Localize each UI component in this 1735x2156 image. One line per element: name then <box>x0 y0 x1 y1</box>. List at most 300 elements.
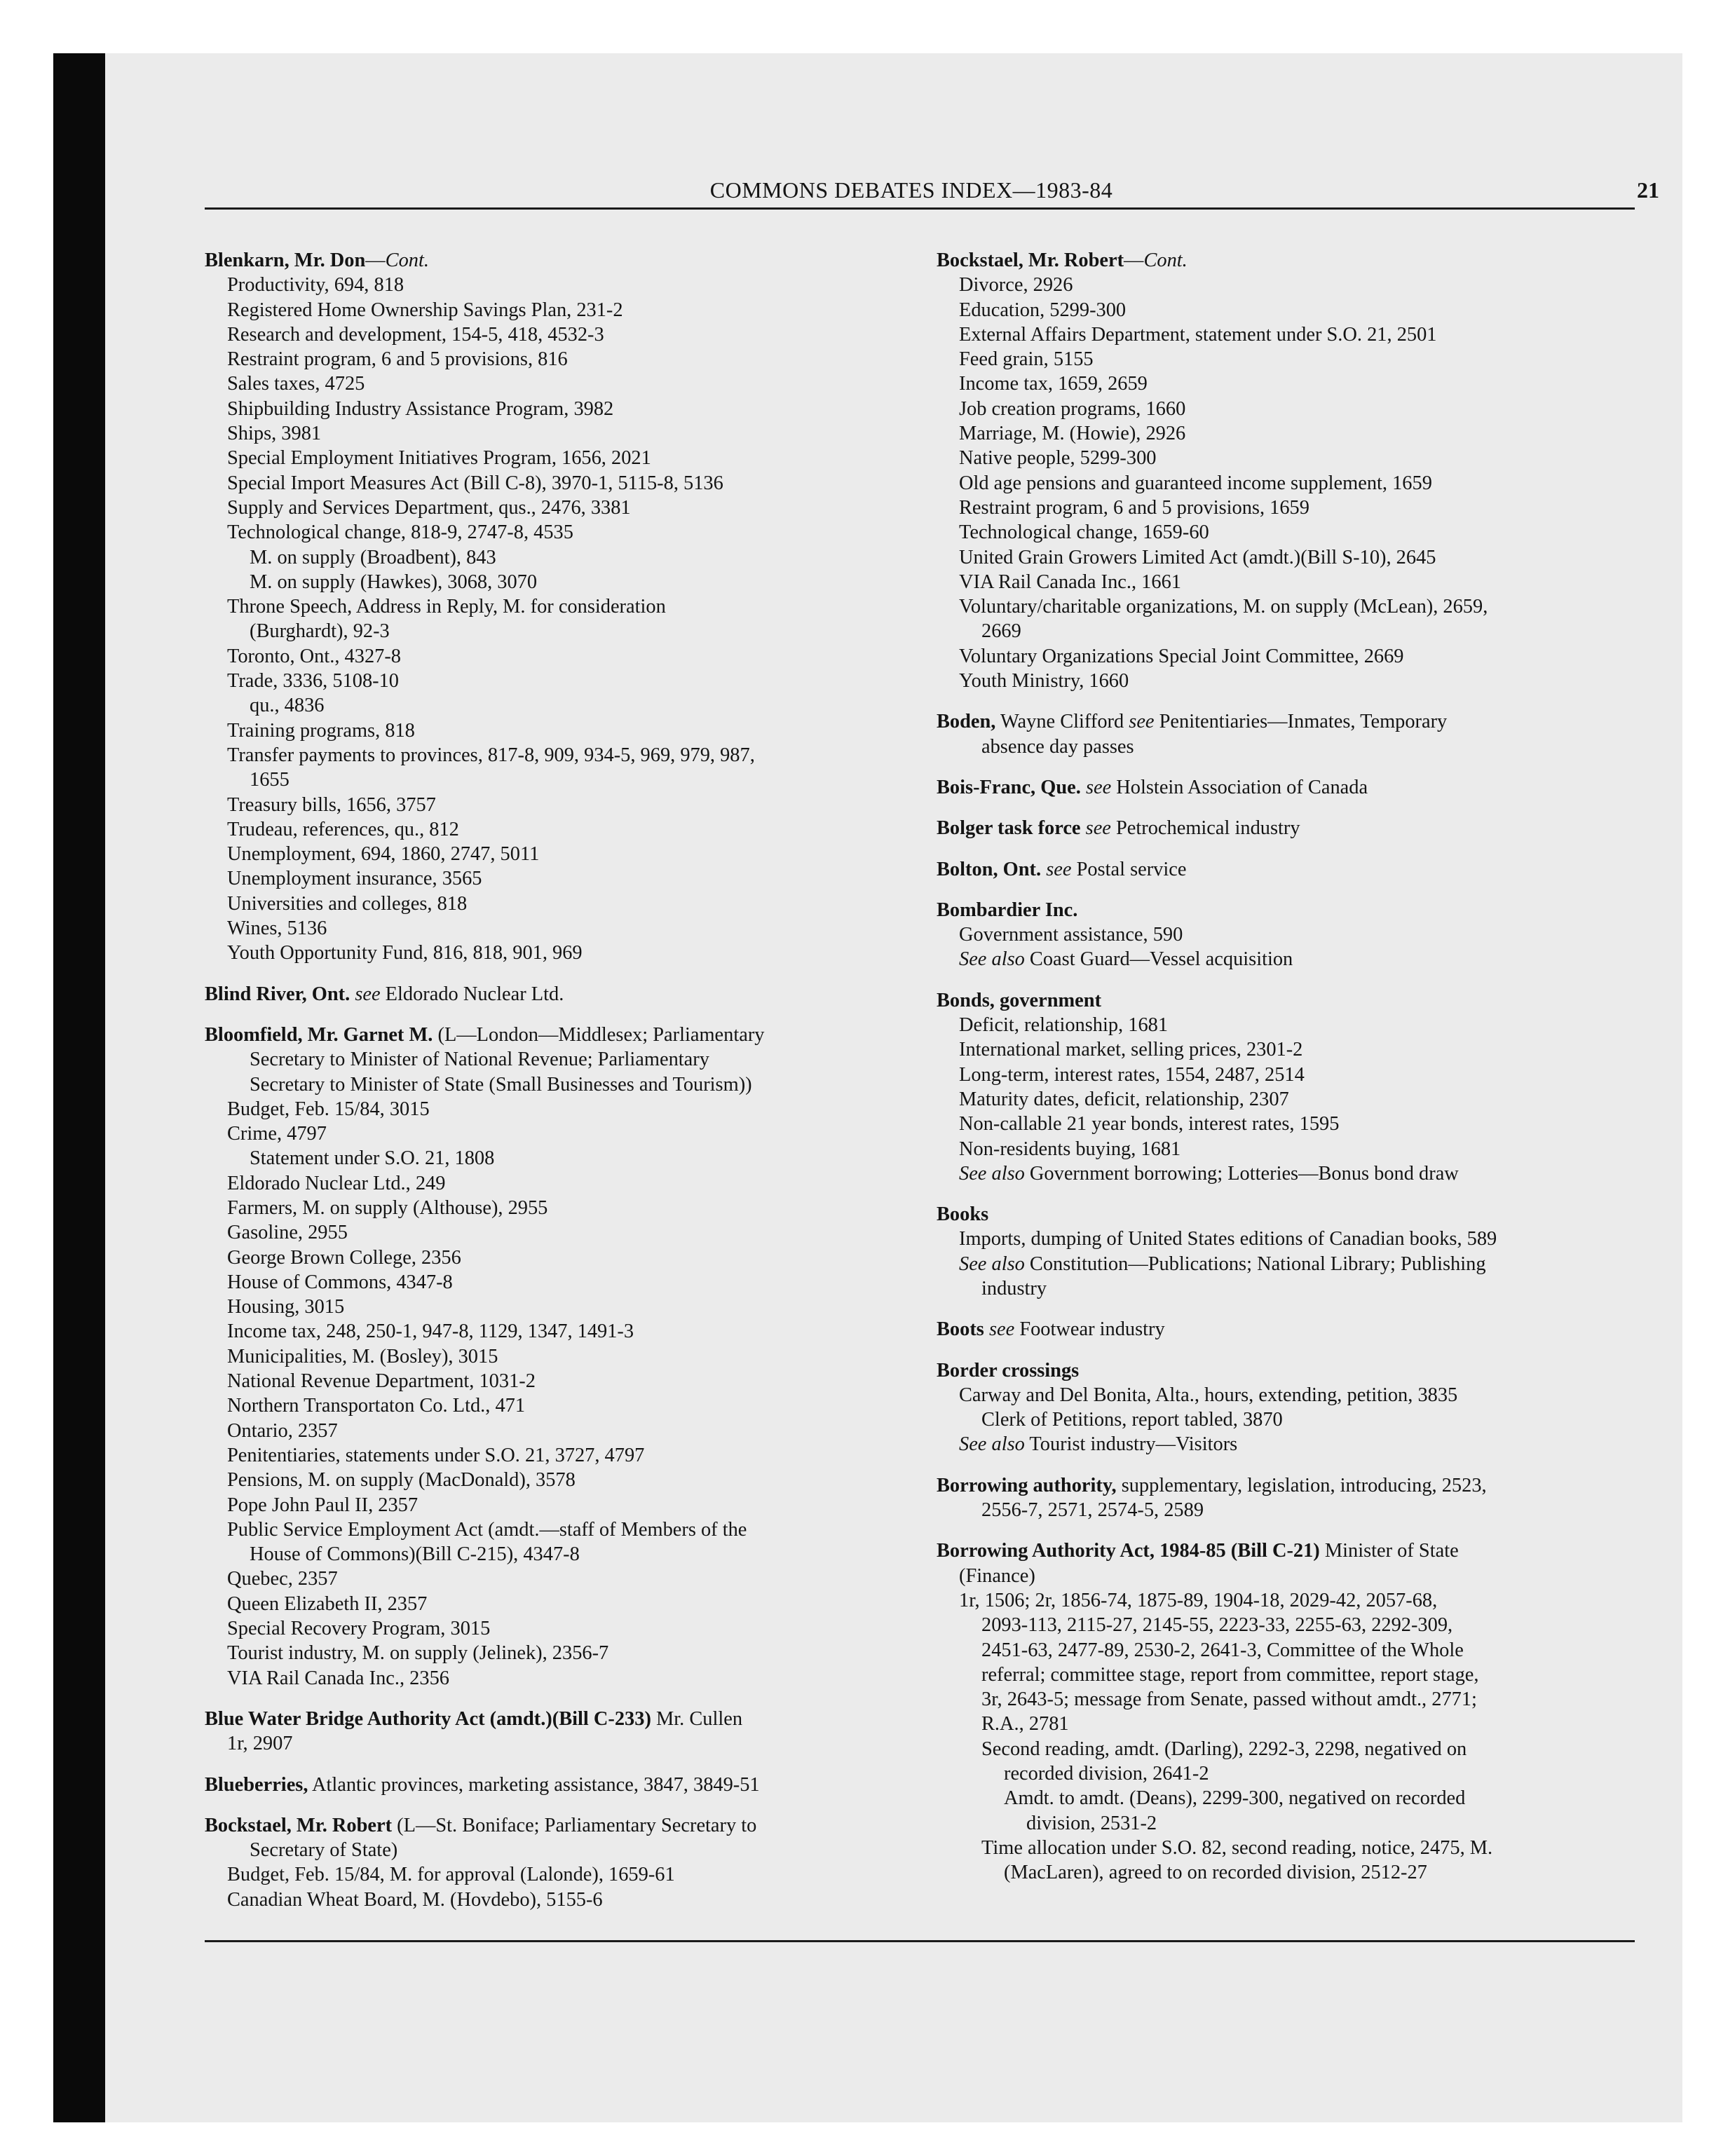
index-text: Northern Transportaton Co. Ltd., 471 <box>227 1395 526 1417</box>
index-entry <box>937 857 1642 882</box>
index-italic-text: see <box>355 983 381 1005</box>
index-text: Restraint program, 6 and 5 provisions, 816 <box>227 348 568 371</box>
index-text: Treasury bills, 1656, 3757 <box>227 793 436 816</box>
index-subentry-line <box>937 1761 1642 1786</box>
index-heading-line <box>937 898 1642 922</box>
index-text: (Burghardt), 92-3 <box>250 620 390 643</box>
index-subentry-line <box>937 594 1642 619</box>
index-subentry-line <box>205 743 920 767</box>
index-text: Old age pensions and guaranteed income supplement, 1659 <box>959 472 1432 494</box>
index-heading-term: Bolton, Ont. <box>937 858 1042 880</box>
index-subentry-line <box>205 545 920 570</box>
index-subentry-line <box>205 619 920 643</box>
index-text: Non-callable 21 year bonds, interest rates, 1595 <box>959 1113 1340 1135</box>
index-text: Income tax, 1659, 2659 <box>959 373 1148 395</box>
index-text: Voluntary/charitable organizations, M. on supply (McLean), 2659, <box>959 596 1488 618</box>
index-subentry-line <box>205 446 920 470</box>
index-subentry-line <box>205 1888 920 1912</box>
index-heading-term: Bockstael, Mr. Robert <box>205 1814 393 1836</box>
index-italic-text: see <box>1085 817 1111 840</box>
index-subentry-line <box>937 922 1642 947</box>
index-heading-term: Boots <box>937 1318 984 1341</box>
index-text: Research and development, 154-5, 418, 4532-3 <box>227 323 604 346</box>
index-subentry-line <box>205 892 920 916</box>
index-text: Canadian Wheat Board, M. (Hovdebo), 5155-6 <box>227 1888 603 1911</box>
index-text: Feed grain, 5155 <box>959 348 1094 371</box>
index-entry <box>205 1813 920 1912</box>
index-text: Postal service <box>1071 858 1187 880</box>
index-entry <box>205 982 920 1007</box>
index-italic-text: See also <box>959 1253 1025 1275</box>
index-text: Ships, 3981 <box>227 423 322 445</box>
index-text: Statement under S.O. 21, 1808 <box>250 1147 495 1170</box>
index-heading-term: Border crossings <box>937 1359 1080 1381</box>
index-subentry-line <box>205 322 920 347</box>
index-text: Coast Guard—Vessel acquisition <box>1024 948 1293 971</box>
index-text: United Grain Growers Limited Act (amdt.)(Bill S-10), 2645 <box>959 546 1436 568</box>
index-text: Toronto, Ont., 4327-8 <box>227 645 401 667</box>
index-subentry-line <box>205 1641 920 1665</box>
index-italic-text: see <box>1129 711 1155 733</box>
index-text: Footwear industry <box>1014 1318 1165 1341</box>
index-subentry-line <box>937 1737 1642 1761</box>
index-heading-term: Bombardier Inc. <box>937 899 1078 921</box>
index-subentry-line <box>937 1786 1642 1810</box>
index-subentry-line <box>205 1146 920 1171</box>
index-italic-text: see <box>1046 858 1072 880</box>
index-text: National Revenue Department, 1031-2 <box>227 1370 536 1393</box>
index-entry <box>937 1358 1642 1457</box>
index-text: House of Commons, 4347-8 <box>227 1271 453 1293</box>
index-italic-text: See also <box>959 1433 1025 1456</box>
index-subentry-line <box>937 1432 1642 1456</box>
index-subentry-line <box>205 1616 920 1641</box>
index-heading-line <box>937 1358 1642 1383</box>
index-text: qu., 4836 <box>250 695 325 717</box>
index-subentry-line <box>937 1252 1642 1276</box>
index-subentry-line <box>205 842 920 866</box>
index-text: Divorce, 2926 <box>959 274 1073 296</box>
index-text: Carway and Del Bonita, Alta., hours, extending, petition, 3835 <box>959 1384 1458 1406</box>
index-text: Training programs, 818 <box>227 719 415 742</box>
index-column-right <box>937 248 1642 1902</box>
index-subentry-line <box>205 1419 920 1443</box>
index-heading-line <box>937 248 1642 273</box>
index-subentry-line <box>937 1613 1642 1637</box>
index-subentry-line <box>937 1687 1642 1712</box>
index-subentry-line <box>937 1383 1642 1407</box>
index-text: Technological change, 1659-60 <box>959 521 1209 544</box>
index-text: George Brown College, 2356 <box>227 1246 461 1269</box>
index-italic-text: Cont. <box>1143 250 1188 271</box>
index-subentry-line <box>205 941 920 965</box>
footer-rule <box>205 1940 1635 1942</box>
index-heading-term: Bolger task force <box>937 817 1081 840</box>
index-subentry-line <box>205 471 920 496</box>
index-text: referral; committee stage, report from committee, report stage, <box>981 1663 1479 1686</box>
index-text: Unemployment, 694, 1860, 2747, 5011 <box>227 843 540 866</box>
index-text: (Finance) <box>959 1564 1035 1587</box>
index-text: Petrochemical industry <box>1110 817 1300 840</box>
index-subentry-line <box>937 644 1642 669</box>
index-text: Constitution—Publications; National Library; Publishing <box>1024 1253 1486 1275</box>
index-subentry-line <box>205 916 920 941</box>
index-subentry-line <box>205 1838 920 1862</box>
index-subentry-line <box>205 1196 920 1220</box>
index-subentry-line <box>937 1161 1642 1186</box>
index-subentry-line <box>205 1369 920 1393</box>
header-rule <box>205 207 1635 210</box>
index-subentry-line <box>937 1037 1642 1062</box>
index-text: Maturity dates, deficit, relationship, 2307 <box>959 1088 1289 1110</box>
index-text: Wines, 5136 <box>227 917 327 940</box>
index-text: Mr. Cullen <box>651 1707 743 1730</box>
index-text: Eldorado Nuclear Ltd. <box>380 983 564 1005</box>
index-text: Queen Elizabeth II, 2357 <box>227 1592 428 1615</box>
index-text: Job creation programs, 1660 <box>959 397 1186 420</box>
index-subentry-line <box>937 1564 1642 1588</box>
index-subentry-line <box>937 1663 1642 1687</box>
scan-margin <box>53 53 105 2122</box>
index-subentry-line <box>937 471 1642 496</box>
index-subentry-line <box>937 947 1642 971</box>
index-subentry-line <box>937 371 1642 396</box>
index-subentry-line <box>205 669 920 693</box>
index-subentry-line <box>205 1493 920 1517</box>
index-subentry-line <box>205 1072 920 1097</box>
index-heading-line <box>937 1538 1642 1563</box>
index-text: 1r, 1506; 2r, 1856-74, 1875-89, 1904-18, 2029-42, 2057-68, <box>959 1589 1438 1611</box>
index-subentry-line <box>205 866 920 891</box>
index-text: Non-residents buying, 1681 <box>959 1138 1181 1160</box>
index-text: Secretary to Minister of State (Small Businesses and Tourism)) <box>250 1073 752 1096</box>
index-entry <box>937 248 1642 693</box>
index-subentry-line <box>937 520 1642 545</box>
index-text: Quebec, 2357 <box>227 1568 338 1590</box>
index-heading-term: Blenkarn, Mr. Don <box>205 250 366 271</box>
index-subentry-line <box>205 298 920 322</box>
index-heading-term: Bockstael, Mr. Robert <box>937 250 1124 271</box>
index-subentry-line <box>205 1393 920 1418</box>
index-text: Gasoline, 2955 <box>227 1222 348 1244</box>
index-text: Government borrowing; Lotteries—Bonus bond draw <box>1024 1162 1459 1185</box>
index-text: absence day passes <box>981 735 1134 758</box>
index-subentry-line <box>205 1295 920 1319</box>
index-subentry-line <box>205 570 920 594</box>
index-text: Second reading, amdt. (Darling), 2292-3, 2298, negatived on <box>981 1738 1467 1760</box>
index-text: Voluntary Organizations Special Joint Committee, 2669 <box>959 645 1404 667</box>
index-subentry-line <box>205 693 920 718</box>
index-text: Special Recovery Program, 3015 <box>227 1618 491 1640</box>
index-subentry-line <box>937 1860 1642 1885</box>
index-subentry-line <box>205 1862 920 1887</box>
index-heading-line <box>205 1813 920 1838</box>
index-text: Unemployment insurance, 3565 <box>227 868 482 890</box>
index-heading-line <box>937 1473 1642 1498</box>
index-entry <box>937 709 1642 759</box>
index-entry <box>205 1707 920 1756</box>
index-heading-line <box>205 1773 920 1797</box>
index-text: recorded division, 2641-2 <box>1004 1763 1209 1785</box>
index-text: M. on supply (Broadbent), 843 <box>250 546 496 568</box>
index-text: VIA Rail Canada Inc., 2356 <box>227 1667 449 1689</box>
index-text: Budget, Feb. 15/84, 3015 <box>227 1098 430 1120</box>
index-subentry-line <box>937 1638 1642 1663</box>
index-subentry-line <box>937 446 1642 470</box>
index-subentry-line <box>937 1227 1642 1251</box>
index-entry <box>937 988 1642 1186</box>
index-subentry-line <box>205 1666 920 1691</box>
index-heading-line <box>205 1023 920 1047</box>
index-text: Universities and colleges, 818 <box>227 892 468 915</box>
index-text: Holstein Association of Canada <box>1111 776 1368 798</box>
index-subentry-line <box>937 1811 1642 1836</box>
index-subentry-line <box>937 322 1642 347</box>
index-text: Ontario, 2357 <box>227 1419 338 1442</box>
index-text <box>1081 817 1086 839</box>
index-heading-term: Bonds, government <box>937 989 1102 1011</box>
index-heading-term: Blind River, Ont. <box>205 983 351 1005</box>
index-text: Youth Opportunity Fund, 816, 818, 901, 969 <box>227 942 583 964</box>
index-text: Sales taxes, 4725 <box>227 373 365 395</box>
index-subentry-line <box>937 397 1642 421</box>
index-subentry-line <box>937 1112 1642 1136</box>
index-text <box>1081 777 1086 798</box>
index-subentry-line <box>937 1498 1642 1522</box>
index-text: Wayne Clifford <box>995 711 1129 733</box>
index-text: Tourist industry—Visitors <box>1024 1433 1238 1456</box>
index-subentry-line <box>937 1407 1642 1432</box>
index-entry <box>937 1202 1642 1301</box>
index-subentry-line <box>205 1319 920 1344</box>
index-subentry-line <box>205 767 920 792</box>
index-subentry-line <box>205 1542 920 1567</box>
index-text: Budget, Feb. 15/84, M. for approval (Lalonde), 1659-61 <box>227 1864 675 1886</box>
index-text: industry <box>981 1277 1047 1299</box>
index-subentry-line <box>205 1121 920 1146</box>
index-text: Atlantic provinces, marketing assistance, 3847, 3849-51 <box>308 1773 760 1796</box>
index-subentry-line <box>205 718 920 743</box>
index-subentry-line <box>205 273 920 297</box>
index-subentry-line <box>937 1276 1642 1301</box>
index-italic-text: Cont. <box>385 250 429 271</box>
index-subentry-line <box>205 793 920 817</box>
index-subentry-line <box>205 1220 920 1245</box>
index-text: Restraint program, 6 and 5 provisions, 1659 <box>959 496 1309 519</box>
index-subentry-line <box>205 1731 920 1756</box>
index-text: Farmers, M. on supply (Althouse), 2955 <box>227 1196 548 1219</box>
index-text: Youth Ministry, 1660 <box>959 670 1129 692</box>
index-text: Tourist industry, M. on supply (Jelinek), 2356-7 <box>227 1642 609 1665</box>
index-entry <box>205 1023 920 1691</box>
index-text: Government assistance, 590 <box>959 924 1183 946</box>
index-entry <box>205 248 920 966</box>
index-subentry-line <box>937 570 1642 594</box>
index-subentry-line <box>205 1517 920 1542</box>
index-subentry-line <box>205 520 920 545</box>
index-entry <box>937 1473 1642 1523</box>
index-text: Time allocation under S.O. 82, second reading, notice, 2475, M. <box>981 1836 1493 1859</box>
index-text <box>984 1318 989 1340</box>
index-subentry-line <box>205 421 920 446</box>
index-heading-term: Boden, <box>937 711 996 733</box>
index-text: Trade, 3336, 5108-10 <box>227 670 399 692</box>
index-text: 2556-7, 2571, 2574-5, 2589 <box>981 1499 1204 1522</box>
index-entry <box>937 898 1642 972</box>
index-subentry-line <box>937 1712 1642 1736</box>
index-subentry-line <box>205 817 920 842</box>
index-text: Special Employment Initiatives Program, 1656, 2021 <box>227 447 651 470</box>
index-text: Pensions, M. on supply (MacDonald), 3578 <box>227 1469 576 1492</box>
index-text: Transfer payments to provinces, 817-8, 909, 934-5, 969, 979, 987, <box>227 744 755 766</box>
index-entry <box>937 775 1642 800</box>
index-text: Special Import Measures Act (Bill C-8), 3970-1, 5115-8, 5136 <box>227 472 723 494</box>
index-text: Minister of State <box>1319 1540 1459 1562</box>
index-subentry-line <box>205 1592 920 1616</box>
index-heading-line <box>205 982 920 1007</box>
index-heading-term: Blue Water Bridge Authority Act (amdt.)(Bill C-233) <box>205 1707 651 1730</box>
index-text: 1655 <box>250 769 290 791</box>
index-text: Penitentiaries—Inmates, Temporary <box>1154 711 1448 733</box>
index-heading-term: Borrowing Authority Act, 1984-85 (Bill C-21) <box>937 1540 1320 1562</box>
index-subentry-line <box>937 1013 1642 1037</box>
index-text: — <box>1124 250 1144 271</box>
index-text: M. on supply (Hawkes), 3068, 3070 <box>250 571 538 593</box>
index-text: R.A., 2781 <box>981 1713 1069 1735</box>
index-text: Registered Home Ownership Savings Plan, 231-2 <box>227 299 623 321</box>
index-subentry-line <box>205 371 920 396</box>
index-heading-line <box>937 1202 1642 1227</box>
index-subentry-line <box>937 421 1642 446</box>
index-text: Eldorado Nuclear Ltd., 249 <box>227 1172 446 1194</box>
index-heading-term: Books <box>937 1203 989 1226</box>
index-text: 2669 <box>981 620 1021 643</box>
index-text: Housing, 3015 <box>227 1296 345 1318</box>
index-text: Marriage, M. (Howie), 2926 <box>959 423 1186 445</box>
index-heading-term: Bloomfield, Mr. Garnet M. <box>205 1023 433 1046</box>
index-entry <box>205 1773 920 1797</box>
index-subentry-line <box>205 1270 920 1295</box>
index-subentry-line <box>937 1087 1642 1112</box>
index-text: 2451-63, 2477-89, 2530-2, 2641-3, Committee of the Whole <box>981 1639 1464 1661</box>
index-subentry-line <box>937 1137 1642 1161</box>
index-italic-text: See also <box>959 1162 1025 1185</box>
index-text: Imports, dumping of United States editions of Canadian books, 589 <box>959 1228 1497 1250</box>
index-text: 3r, 2643-5; message from Senate, passed without amdt., 2771; <box>981 1688 1477 1711</box>
index-italic-text: see <box>1085 776 1112 798</box>
index-subentry-line <box>205 347 920 371</box>
index-text: Shipbuilding Industry Assistance Program, 3982 <box>227 397 614 420</box>
index-text: Income tax, 248, 250-1, 947-8, 1129, 1347, 1491-3 <box>227 1321 634 1343</box>
index-text: Supply and Services Department, qus., 2476, 3381 <box>227 496 631 519</box>
index-text: External Affairs Department, statement under S.O. 21, 2501 <box>959 323 1437 346</box>
index-text: Long-term, interest rates, 1554, 2487, 2514 <box>959 1063 1305 1086</box>
index-entry <box>937 816 1642 840</box>
index-heading-line <box>205 248 920 273</box>
index-subentry-line <box>205 397 920 421</box>
index-heading-term: Borrowing authority, <box>937 1474 1117 1496</box>
index-text: Public Service Employment Act (amdt.—staff of Members of the <box>227 1518 747 1541</box>
running-header-title: COMMONS DEBATES INDEX—1983-84 <box>709 177 1113 203</box>
index-text: Productivity, 694, 818 <box>227 274 404 296</box>
index-subentry-line <box>937 273 1642 297</box>
index-heading-term: Bois-Franc, Que. <box>937 776 1081 798</box>
index-heading-line <box>937 816 1642 840</box>
index-text: Penitentiaries, statements under S.O. 21, 3727, 4797 <box>227 1444 645 1466</box>
index-subentry-line <box>205 644 920 669</box>
index-text: Trudeau, references, qu., 812 <box>227 818 459 840</box>
index-subentry-line <box>937 669 1642 693</box>
index-text: House of Commons)(Bill C-215), 4347-8 <box>250 1543 580 1566</box>
page-number: 21 <box>1637 177 1659 203</box>
index-subentry-line <box>937 735 1642 759</box>
index-heading-line <box>205 1707 920 1731</box>
index-text: Crime, 4797 <box>227 1123 327 1145</box>
index-text: (L—London—Middlesex; Parliamentary <box>433 1023 765 1046</box>
index-text: 2093-113, 2115-27, 2145-55, 2223-33, 2255-63, 2292-309, <box>981 1614 1453 1637</box>
index-heading-line <box>937 988 1642 1013</box>
index-text: VIA Rail Canada Inc., 1661 <box>959 571 1181 593</box>
index-subentry-line <box>937 619 1642 643</box>
index-text: Technological change, 818-9, 2747-8, 4535 <box>227 521 573 544</box>
index-text: (L—St. Boniface; Parliamentary Secretary to <box>392 1814 757 1836</box>
index-italic-text: See also <box>959 948 1025 971</box>
index-heading-term: Blueberries, <box>205 1773 308 1796</box>
index-text: Native people, 5299-300 <box>959 447 1157 470</box>
index-subentry-line <box>937 298 1642 322</box>
index-subentry-line <box>937 1588 1642 1613</box>
index-text: Amdt. to amdt. (Deans), 2299-300, negatived on recorded <box>1004 1787 1466 1810</box>
index-entry <box>937 1317 1642 1342</box>
index-text: International market, selling prices, 2301-2 <box>959 1039 1303 1061</box>
index-text: 1r, 2907 <box>227 1733 293 1755</box>
index-subentry-line <box>205 1344 920 1369</box>
index-text: (MacLaren), agreed to on recorded division, 2512-27 <box>1004 1862 1427 1884</box>
index-subentry-line <box>205 1468 920 1492</box>
index-subentry-line <box>205 1047 920 1072</box>
index-heading-line <box>937 857 1642 882</box>
index-text: Education, 5299-300 <box>959 299 1127 321</box>
index-text: Pope John Paul II, 2357 <box>227 1494 419 1516</box>
index-text: Deficit, relationship, 1681 <box>959 1014 1169 1037</box>
index-subentry-line <box>937 545 1642 570</box>
index-text: Municipalities, M. (Bosley), 3015 <box>227 1345 498 1367</box>
index-subentry-line <box>205 1246 920 1270</box>
index-text: Throne Speech, Address in Reply, M. for consideration <box>227 596 666 618</box>
index-subentry-line <box>205 1567 920 1591</box>
index-text: Secretary of State) <box>250 1839 398 1862</box>
index-text: division, 2531-2 <box>1026 1812 1157 1834</box>
index-column-left <box>205 248 920 1928</box>
index-subentry-line <box>205 1171 920 1196</box>
index-text: Secretary to Minister of National Revenue; Parliamentary <box>250 1049 709 1071</box>
index-heading-line <box>937 709 1642 734</box>
index-text: supplementary, legislation, introducing, 2523, <box>1116 1474 1487 1496</box>
index-text: Clerk of Petitions, report tabled, 3870 <box>981 1409 1283 1431</box>
index-subentry-line <box>937 347 1642 371</box>
index-subentry-line <box>205 594 920 619</box>
index-subentry-line <box>937 496 1642 520</box>
index-subentry-line <box>937 1836 1642 1860</box>
index-subentry-line <box>937 1063 1642 1087</box>
index-italic-text: see <box>988 1318 1015 1341</box>
index-text: — <box>365 250 386 271</box>
index-subentry-line <box>205 1097 920 1121</box>
index-subentry-line <box>205 496 920 520</box>
index-heading-line <box>937 775 1642 800</box>
index-heading-line <box>937 1317 1642 1342</box>
index-subentry-line <box>205 1443 920 1468</box>
